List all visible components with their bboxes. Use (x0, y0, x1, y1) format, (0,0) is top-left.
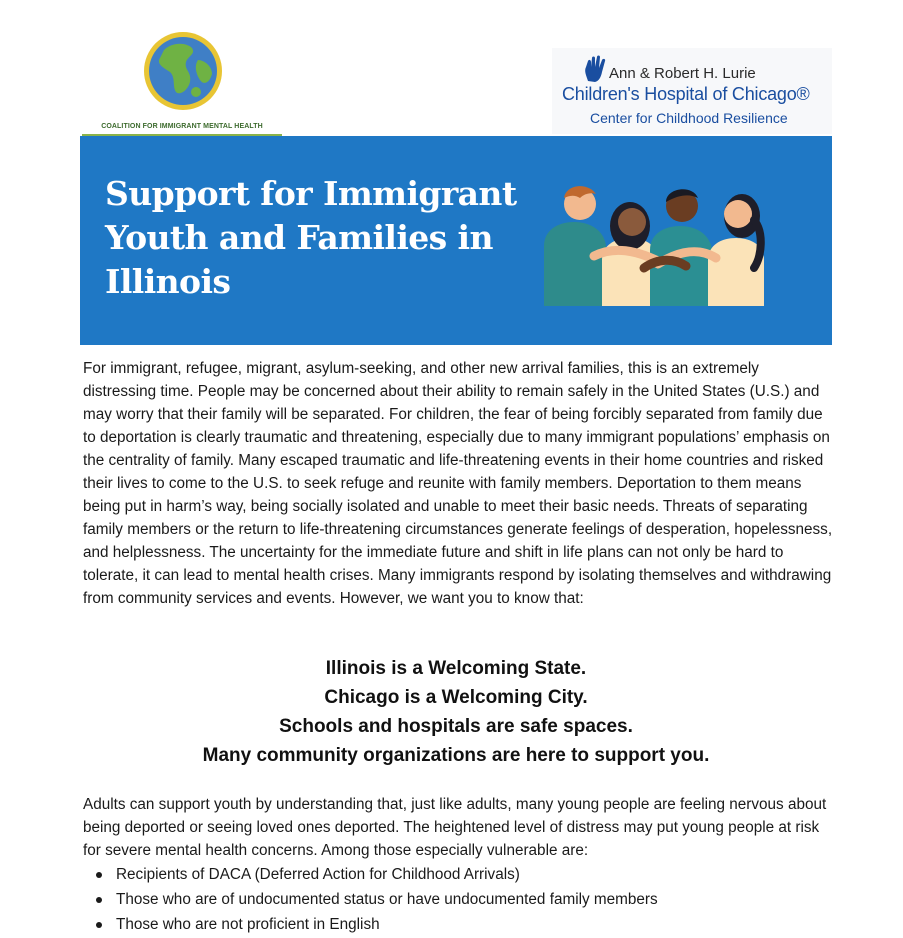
globe-icon (142, 30, 224, 112)
list-item: Recipients of DACA (Deferred Action for Childhood Arrivals) (83, 863, 658, 888)
welcome-statement: Many community organizations are here to support you. (202, 745, 710, 766)
welcome-statements (80, 654, 832, 770)
vulnerable-list (83, 863, 658, 938)
lurie-line-1: Ann & Robert H. Lurie (609, 65, 756, 82)
adults-paragraph: Adults can support youth by understanding that, just like adults, many young people are feeling nervous about being deported or seeing loved ones deported. The heightened level of distress may put young people at risk for severe mental health concerns. Among those especially vulnerable are: (83, 796, 827, 859)
title-banner (80, 136, 832, 345)
list-item: Those who are not proficient in English (83, 913, 658, 938)
lurie-center-name: Center for Childhood Resilience (590, 110, 788, 126)
lurie-logo (552, 48, 832, 134)
page-title: Support for Immigrant Youth and Families in Illinois (105, 174, 517, 301)
welcome-statement: Chicago is a Welcoming City. (324, 687, 588, 708)
hand-icon (582, 55, 608, 83)
welcome-statement: Illinois is a Welcoming State. (325, 658, 587, 679)
coalition-name: COALITION FOR IMMIGRANT MENTAL HEALTH (101, 123, 263, 130)
group-hug-illustration (540, 176, 800, 306)
lurie-hospital-name: Children's Hospital of Chicago® (562, 84, 810, 104)
welcome-statement: Schools and hospitals are safe spaces. (279, 716, 633, 737)
list-item: Those who are of undocumented status or have undocumented family members (83, 888, 658, 913)
coalition-logo (82, 26, 282, 136)
intro-paragraph: For immigrant, refugee, migrant, asylum-seeking, and other new arrival families, this is an extremely distressing time. People may be concerned about their ability to remain safely in the United States (U.S.) and may worry that their family will be separated. For children, the fear of being forcibly separated from family due to deportation is clearly traumatic and threatening, especially due to many immigrant populations’ emphasis on the centrality of family. Many escaped traumatic and life-threatening events in their home countries and risked their lives to come to the U.S. to seek refuge and reunite with family members. Deportation to them means being put in harm’s way, being socially isolated and unable to meet their basic needs. Threats of separating family members or the return to life-threatening circumstances generate feelings of desperation, hopelessness, and helplessness. The uncertainty for the immediate future and shift in life plans can not only be hard to tolerate, it can lead to mental health crises. Many immigrants respond by isolating themselves and withdrawing from community services and events. However, we want you to know that: (83, 360, 833, 607)
